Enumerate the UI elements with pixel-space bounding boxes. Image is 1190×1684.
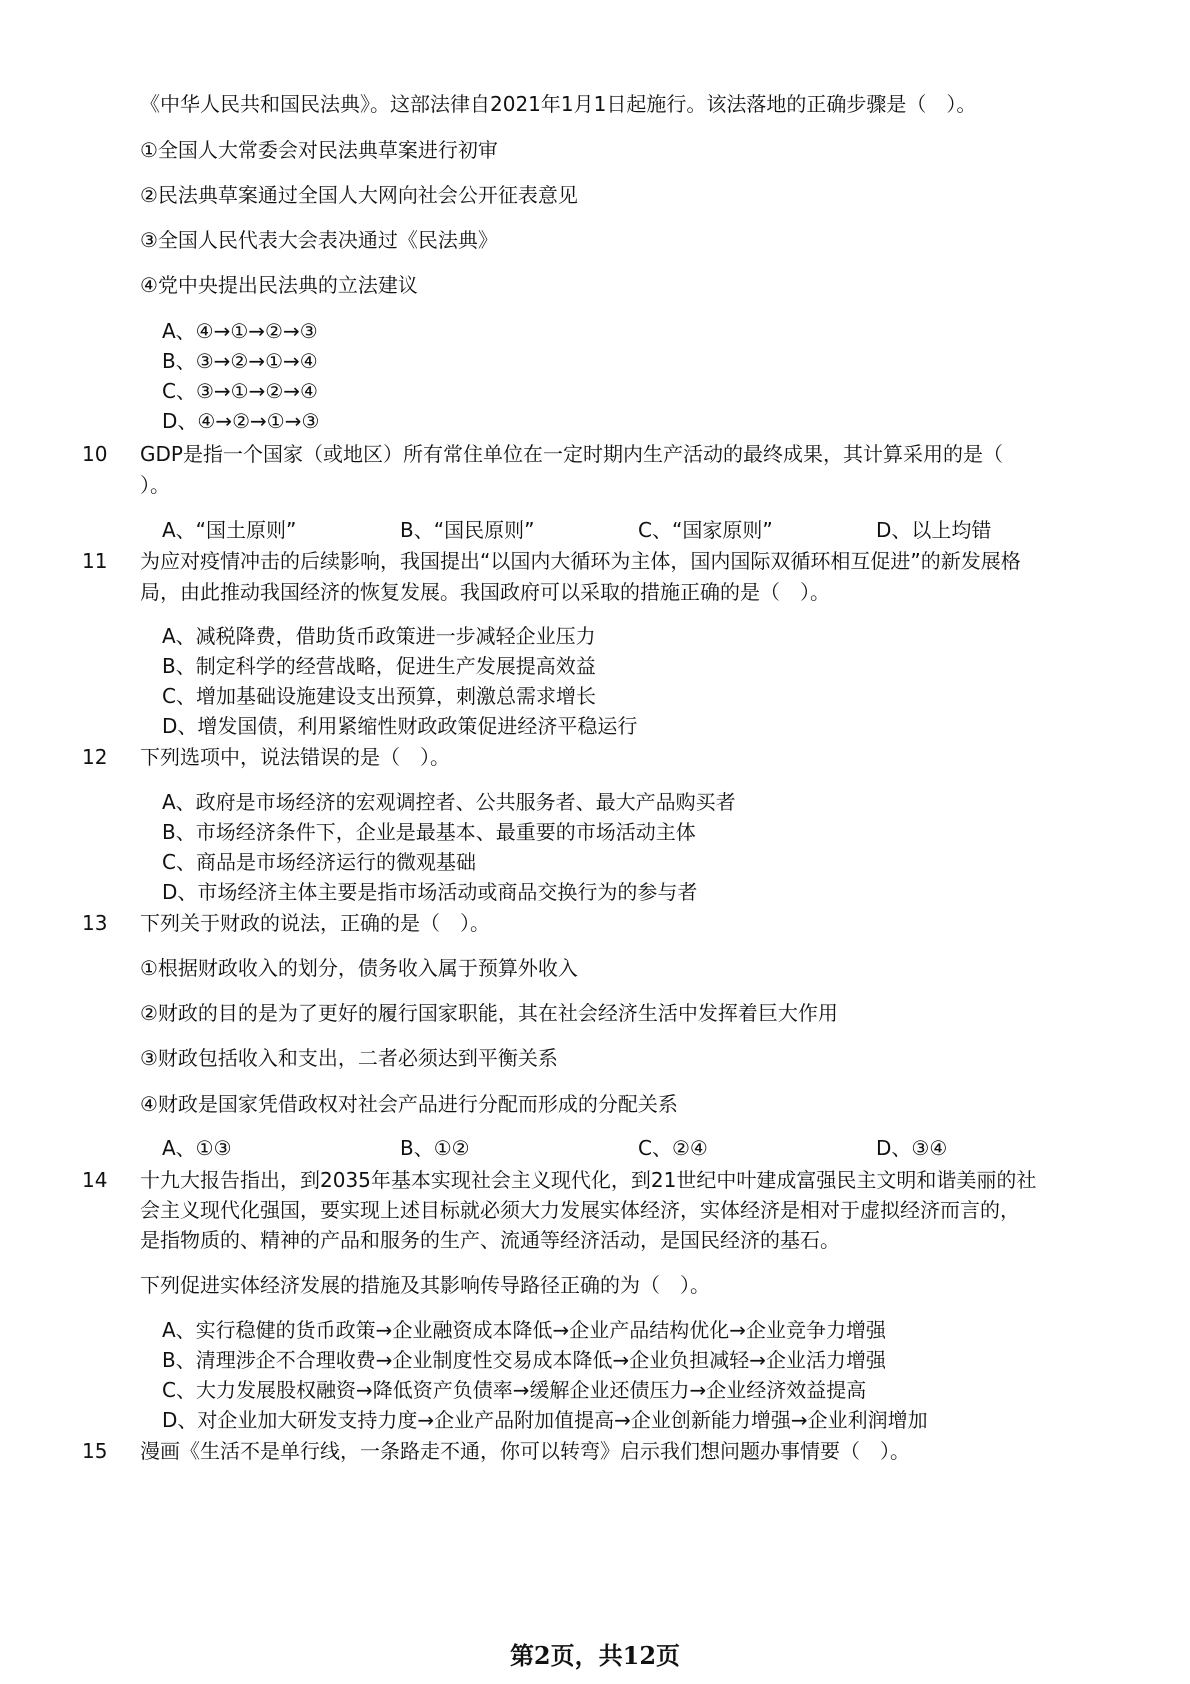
q11-stem-line1: 为应对疫情冲击的后续影响，我国提出“以国内大循环为主体，国内国际双循环相互促进”的新发展格	[140, 549, 1021, 573]
q14-option-d: D、对企业加大研发支持力度→企业产品附加值提高→企业创新能力增强→企业利润增加	[162, 1408, 928, 1432]
q9-stem-tail: 《中华人民共和国民法典》。这部法律自2021年1月1日起施行。该法落地的正确步骤是（ ）。	[140, 92, 977, 116]
q9-option-b: B、③→②→①→④	[162, 349, 318, 373]
q9-item-2: ②民法典草案通过全国人大网向社会公开征表意见	[140, 183, 578, 207]
q11-option-d: D、增发国债，利用紧缩性财政政策促进经济平稳运行	[162, 714, 638, 738]
q13-options	[162, 1134, 1122, 1162]
q13-item-2: ②财政的目的是为了更好的履行国家职能，其在社会经济生活中发挥着巨大作用	[140, 1001, 838, 1025]
q10-option-b: B、“国民原则”	[400, 518, 535, 542]
q12-option-c: C、商品是市场经济运行的微观基础	[162, 850, 476, 874]
page-number-footer: 第2页，共12页	[509, 1641, 681, 1670]
q15-stem: 漫画《生活不是单行线，一条路走不通，你可以转弯》启示我们想问题办事情要（ ）。	[140, 1439, 910, 1463]
q13-number: 13	[82, 911, 108, 935]
q13-option-d: D、③④	[876, 1136, 948, 1160]
q13-stem: 下列关于财政的说法，正确的是（ ）。	[140, 911, 490, 935]
q11-stem-line2: 局，由此推动我国经济的恢复发展。我国政府可以采取的措施正确的是（ ）。	[140, 580, 830, 604]
q14-option-c: C、大力发展股权融资→降低资产负债率→缓解企业还债压力→企业经济效益提高	[162, 1378, 867, 1402]
q9-item-4: ④党中央提出民法典的立法建议	[140, 273, 418, 297]
q10-number: 10	[82, 442, 108, 466]
q13-item-1: ①根据财政收入的划分，债务收入属于预算外收入	[140, 956, 578, 980]
q10-stem-line2: ）。	[140, 473, 170, 497]
q10-option-c: C、“国家原则”	[638, 518, 773, 542]
q15-number: 15	[82, 1439, 108, 1463]
q14-question: 下列促进实体经济发展的措施及其影响传导路径正确的为（ ）。	[140, 1273, 710, 1297]
q13-item-3: ③财政包括收入和支出，二者必须达到平衡关系	[140, 1046, 558, 1070]
q11-option-c: C、增加基础设施建设支出预算，刺激总需求增长	[162, 684, 596, 708]
q11-option-b: B、制定科学的经营战略，促进生产发展提高效益	[162, 654, 596, 678]
q14-stem-line2: 会主义现代化强国，要实现上述目标就必须大力发展实体经济，实体经济是相对于虚拟经济而言的，	[140, 1198, 1020, 1222]
q9-option-c: C、③→①→②→④	[162, 379, 318, 403]
q13-option-b: B、①②	[400, 1136, 470, 1160]
q9-option-d: D、④→②→①→③	[162, 409, 320, 433]
q14-option-a: A、实行稳健的货币政策→企业融资成本降低→企业产品结构优化→企业竞争力增强	[162, 1318, 886, 1342]
q14-number: 14	[82, 1168, 108, 1192]
q13-item-4: ④财政是国家凭借政权对社会产品进行分配而形成的分配关系	[140, 1092, 678, 1116]
q12-option-a: A、政府是市场经济的宏观调控者、公共服务者、最大产品购买者	[162, 790, 736, 814]
q14-stem-line1: 十九大报告指出，到2035年基本实现社会主义现代化，到21世纪中叶建成富强民主文明和谐美丽的社	[140, 1168, 1037, 1192]
q9-option-a: A、④→①→②→③	[162, 319, 318, 343]
q10-options	[162, 516, 1122, 544]
q12-number: 12	[82, 745, 108, 769]
q10-stem-line1: GDP是指一个国家（或地区）所有常住单位在一定时期内生产活动的最终成果，其计算采用的是（	[140, 442, 1003, 466]
q14-stem-line3: 是指物质的、精神的产品和服务的生产、流通等经济活动，是国民经济的基石。	[140, 1228, 840, 1252]
q12-option-b: B、市场经济条件下，企业是最基本、最重要的市场活动主体	[162, 820, 696, 844]
q9-item-3: ③全国人民代表大会表决通过《民法典》	[140, 228, 498, 252]
q13-option-a: A、①③	[162, 1136, 232, 1160]
q10-option-d: D、以上均错	[876, 518, 992, 542]
q9-item-1: ①全国人大常委会对民法典草案进行初审	[140, 138, 498, 162]
q13-option-c: C、②④	[638, 1136, 708, 1160]
q14-option-b: B、清理涉企不合理收费→企业制度性交易成本降低→企业负担减轻→企业活力增强	[162, 1348, 886, 1372]
q11-number: 11	[82, 549, 108, 573]
q10-option-a: A、“国土原则”	[162, 518, 297, 542]
q11-option-a: A、减税降费，借助货币政策进一步减轻企业压力	[162, 624, 596, 648]
q12-option-d: D、市场经济主体主要是指市场活动或商品交换行为的参与者	[162, 880, 698, 904]
q12-stem: 下列选项中，说法错误的是（ ）。	[140, 745, 450, 769]
